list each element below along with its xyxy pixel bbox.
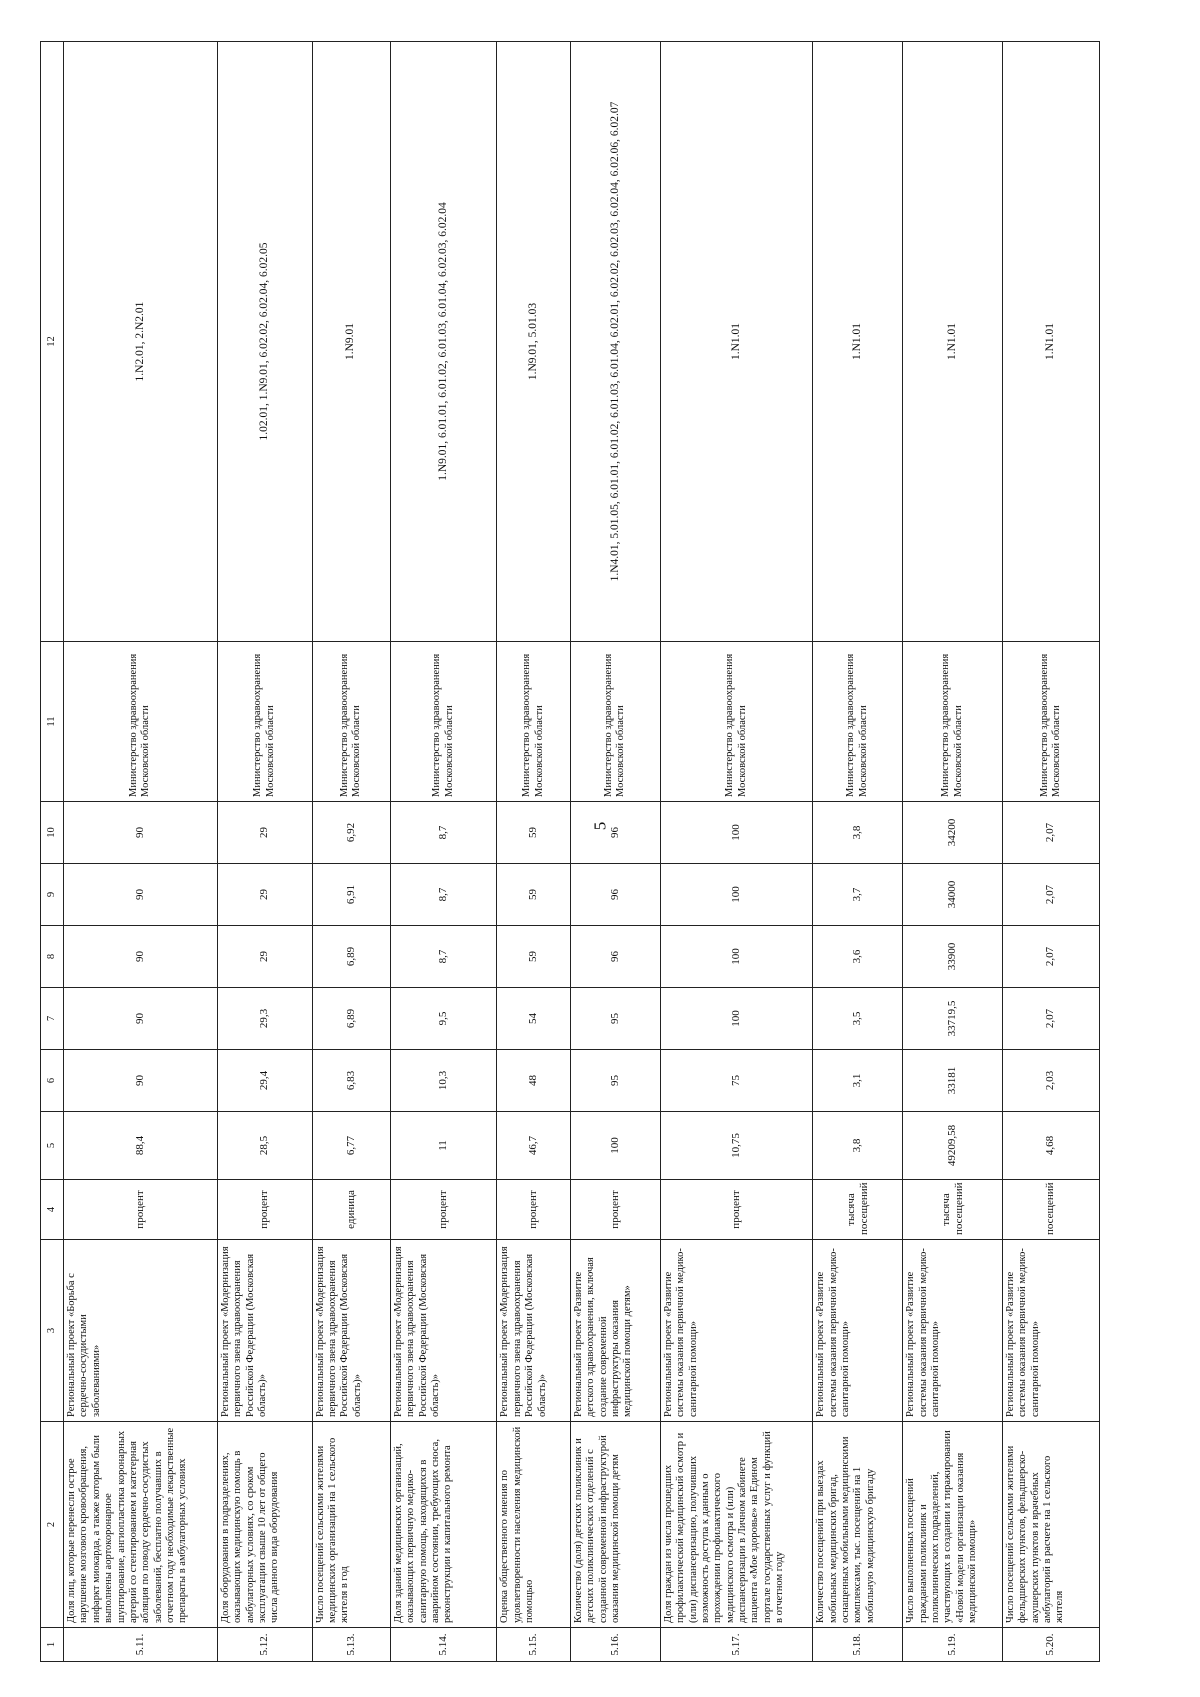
responsible-body: Министерство здравоохранения Московской области xyxy=(497,642,570,802)
table-row xyxy=(497,42,570,1662)
table-row xyxy=(64,42,218,1662)
indicator-name: Оценка общественного мнения по удовлетворенности населения медицинской помощью xyxy=(497,1422,570,1628)
activity-codes: 1.N1.01 xyxy=(813,42,903,642)
header-cell: 2 xyxy=(41,1422,64,1628)
row-number: 5.11. xyxy=(64,1628,218,1662)
row-number: 5.18. xyxy=(813,1628,903,1662)
value-cell: 59 xyxy=(497,864,570,926)
activity-codes: 1.N9.01, 6.01.01, 6.01.02, 6.01.03, 6.01.04, 6.02.03, 6.02.04 xyxy=(390,42,497,642)
unit-cell: процент xyxy=(217,1180,312,1240)
value-cell: 59 xyxy=(497,802,570,864)
value-cell: 100 xyxy=(570,1112,660,1180)
value-cell: 90 xyxy=(64,864,218,926)
value-cell: 10,3 xyxy=(390,1050,497,1112)
row-number: 5.16. xyxy=(570,1628,660,1662)
row-number: 5.17. xyxy=(660,1628,812,1662)
header-cell: 11 xyxy=(41,642,64,802)
value-cell: 3,8 xyxy=(813,802,903,864)
value-cell: 10,75 xyxy=(660,1112,812,1180)
indicator-name: Число посещений сельскими жителями фельдшерских пунктов, фельдшерско-акушерских пунктов и врачебных амбулаторий в расчете на 1 сельского жителя xyxy=(1002,1422,1099,1628)
value-cell: 3,7 xyxy=(813,864,903,926)
value-cell: 3,6 xyxy=(813,926,903,988)
row-number: 5.12. xyxy=(217,1628,312,1662)
project-source: Региональный проект «Модернизация первичного звена здравоохранения Российской Федерации (Московская область)» xyxy=(497,1240,570,1422)
responsible-body: Министерство здравоохранения Московской области xyxy=(660,642,812,802)
header-row xyxy=(41,42,64,1662)
value-cell: 8,7 xyxy=(390,926,497,988)
value-cell: 2,07 xyxy=(1002,802,1099,864)
value-cell: 29,4 xyxy=(217,1050,312,1112)
project-source: Региональный проект «Модернизация первичного звена здравоохранения Российской Федерации (Московская область)» xyxy=(312,1240,390,1422)
value-cell: 46,7 xyxy=(497,1112,570,1180)
indicators-table xyxy=(40,41,1100,1662)
value-cell: 90 xyxy=(64,802,218,864)
value-cell: 96 xyxy=(570,802,660,864)
value-cell: 90 xyxy=(64,926,218,988)
value-cell: 96 xyxy=(570,864,660,926)
responsible-body: Министерство здравоохранения Московской области xyxy=(813,642,903,802)
value-cell: 29 xyxy=(217,802,312,864)
project-source: Региональный проект «Модернизация первичного звена здравоохранения Российской Федерации (Московская область)» xyxy=(390,1240,497,1422)
header-cell: 5 xyxy=(41,1112,64,1180)
value-cell: 59 xyxy=(497,926,570,988)
value-cell: 29 xyxy=(217,864,312,926)
row-number: 5.13. xyxy=(312,1628,390,1662)
project-source: Региональный проект «Развитие системы оказания первичной медико-санитарной помощи» xyxy=(903,1240,1002,1422)
table-row xyxy=(570,42,660,1662)
project-source: Региональный проект «Развитие системы оказания первичной медико-санитарной помощи» xyxy=(660,1240,812,1422)
indicator-name: Число выполненных посещений гражданами поликлиник и поликлинических подразделений, участвующих в создании и тиражировании «Новой модели организации оказания медицинской помощи» xyxy=(903,1422,1002,1628)
value-cell: 48 xyxy=(497,1050,570,1112)
unit-cell: тысяча посещений xyxy=(813,1180,903,1240)
row-number: 5.14. xyxy=(390,1628,497,1662)
value-cell: 33900 xyxy=(903,926,1002,988)
unit-cell: процент xyxy=(64,1180,218,1240)
table-row xyxy=(660,42,812,1662)
table-row xyxy=(390,42,497,1662)
value-cell: 100 xyxy=(660,802,812,864)
value-cell: 29 xyxy=(217,926,312,988)
value-cell: 6,89 xyxy=(312,926,390,988)
value-cell: 88,4 xyxy=(64,1112,218,1180)
value-cell: 28,5 xyxy=(217,1112,312,1180)
responsible-body: Министерство здравоохранения Московской области xyxy=(312,642,390,802)
activity-codes: 1.N1.01 xyxy=(903,42,1002,642)
table-row xyxy=(217,42,312,1662)
indicator-name: Доля граждан из числа прошедших профилактический медицинский осмотр и (или) диспансеризацию, получивших возможность доступа к данным о прохождении профилактического медицинского осмотра и (или) диспансеризации в Личном кабинете пациента «Мое здоровье» на Едином портале государственных услуг и функций в отчетном году xyxy=(660,1422,812,1628)
value-cell: 75 xyxy=(660,1050,812,1112)
value-cell: 6,83 xyxy=(312,1050,390,1112)
value-cell: 49209,58 xyxy=(903,1112,1002,1180)
header-cell: 6 xyxy=(41,1050,64,1112)
value-cell: 6,92 xyxy=(312,802,390,864)
value-cell: 100 xyxy=(660,988,812,1050)
responsible-body: Министерство здравоохранения Московской области xyxy=(217,642,312,802)
row-number: 5.20. xyxy=(1002,1628,1099,1662)
header-cell: 4 xyxy=(41,1180,64,1240)
rotated-table-container xyxy=(40,42,1100,1662)
project-source: Региональный проект «Развитие системы оказания первичной медико-санитарной помощи» xyxy=(1002,1240,1099,1422)
header-cell: 10 xyxy=(41,802,64,864)
value-cell: 11 xyxy=(390,1112,497,1180)
unit-cell: процент xyxy=(660,1180,812,1240)
header-cell: 12 xyxy=(41,42,64,642)
value-cell: 6,77 xyxy=(312,1112,390,1180)
table-row xyxy=(813,42,903,1662)
value-cell: 96 xyxy=(570,926,660,988)
value-cell: 33181 xyxy=(903,1050,1002,1112)
value-cell: 2,07 xyxy=(1002,864,1099,926)
indicator-name: Количество (доля) детских поликлиник и детских поликлинических отделений с созданной современной инфраструктурой оказания медицинской помощи детям xyxy=(570,1422,660,1628)
activity-codes: 1.N9.01 xyxy=(312,42,390,642)
value-cell: 6,89 xyxy=(312,988,390,1050)
value-cell: 54 xyxy=(497,988,570,1050)
value-cell: 3,1 xyxy=(813,1050,903,1112)
header-cell: 9 xyxy=(41,864,64,926)
activity-codes: 1.02.01, 1.N9.01, 6.02.02, 6.02.04, 6.02.05 xyxy=(217,42,312,642)
unit-cell: процент xyxy=(390,1180,497,1240)
responsible-body: Министерство здравоохранения Московской области xyxy=(903,642,1002,802)
table-row xyxy=(903,42,1002,1662)
value-cell: 100 xyxy=(660,926,812,988)
activity-codes: 1.N9.01, 5.01.03 xyxy=(497,42,570,642)
responsible-body: Министерство здравоохранения Московской области xyxy=(64,642,218,802)
row-number: 5.15. xyxy=(497,1628,570,1662)
value-cell: 95 xyxy=(570,988,660,1050)
responsible-body: Министерство здравоохранения Московской области xyxy=(390,642,497,802)
value-cell: 90 xyxy=(64,988,218,1050)
project-source: Региональный проект «Развитие детского здравоохранения, включая создание современной инфраструктуры оказания медицинской помощи детям» xyxy=(570,1240,660,1422)
activity-codes: 1.N2.01, 2.N2.01 xyxy=(64,42,218,642)
unit-cell: процент xyxy=(570,1180,660,1240)
value-cell: 100 xyxy=(660,864,812,926)
row-number: 5.19. xyxy=(903,1628,1002,1662)
table-row xyxy=(312,42,390,1662)
value-cell: 95 xyxy=(570,1050,660,1112)
header-cell: 3 xyxy=(41,1240,64,1422)
unit-cell: посещений xyxy=(1002,1180,1099,1240)
value-cell: 34200 xyxy=(903,802,1002,864)
value-cell: 2,07 xyxy=(1002,988,1099,1050)
activity-codes: 1.N4.01, 5.01.05, 6.01.01, 6.01.02, 6.01.03, 6.01.04, 6.02.01, 6.02.02, 6.02.03, 6.02.04, 6.02.06, 6.02.07 xyxy=(570,42,660,642)
project-source: Региональный проект «Модернизация первичного звена здравоохранения Российской Федерации (Московская область)» xyxy=(217,1240,312,1422)
project-source: Региональный проект «Борьба с сердечно-сосудистыми заболеваниями» xyxy=(64,1240,218,1422)
value-cell: 4,68 xyxy=(1002,1112,1099,1180)
page-number: 5 xyxy=(590,821,610,831)
value-cell: 34000 xyxy=(903,864,1002,926)
header-cell: 1 xyxy=(41,1628,64,1662)
value-cell: 2,03 xyxy=(1002,1050,1099,1112)
value-cell: 90 xyxy=(64,1050,218,1112)
table-row xyxy=(1002,42,1099,1662)
indicator-name: Доля оборудования в подразделениях, оказывающих медицинскую помощь в амбулаторных условиях, со сроком эксплуатации свыше 10 лет от общего числа данного вида оборудования xyxy=(217,1422,312,1628)
value-cell: 29,3 xyxy=(217,988,312,1050)
value-cell: 33719,5 xyxy=(903,988,1002,1050)
indicator-name: Доля зданий медицинских организаций, оказывающих первичную медико-санитарную помощь, находящихся в аварийном состоянии, требующих сноса, реконструкции и капитального ремонта xyxy=(390,1422,497,1628)
project-source: Региональный проект «Развитие системы оказания первичной медико-санитарной помощи» xyxy=(813,1240,903,1422)
activity-codes: 1.N1.01 xyxy=(660,42,812,642)
value-cell: 3,8 xyxy=(813,1112,903,1180)
header-cell: 8 xyxy=(41,926,64,988)
value-cell: 8,7 xyxy=(390,864,497,926)
activity-codes: 1.N1.01 xyxy=(1002,42,1099,642)
value-cell: 3,5 xyxy=(813,988,903,1050)
indicator-name: Количество посещений при выездах мобильных медицинских бригад, оснащенных мобильными медицинскими комплексами, тыс. посещений на 1 мобильную медицинскую бригаду xyxy=(813,1422,903,1628)
value-cell: 6,91 xyxy=(312,864,390,926)
value-cell: 9,5 xyxy=(390,988,497,1050)
responsible-body: Министерство здравоохранения Московской области xyxy=(570,642,660,802)
unit-cell: процент xyxy=(497,1180,570,1240)
indicator-name: Доля лиц, которые перенесли острое нарушение мозгового кровообращения, инфаркт миокарда, а также которым были выполнены аортокоронарное шунтирование, ангиопластика коронарных артерий со стентированием и катетерная абляция по поводу сердечно-сосудистых заболеваний, бесплатно получавших в отчетном году необходимые лекарственные препараты в амбулаторных условиях xyxy=(64,1422,218,1628)
value-cell: 8,7 xyxy=(390,802,497,864)
unit-cell: единица xyxy=(312,1180,390,1240)
indicator-name: Число посещений сельскими жителями медицинских организаций на 1 сельского жителя в год xyxy=(312,1422,390,1628)
value-cell: 2,07 xyxy=(1002,926,1099,988)
unit-cell: тысяча посещений xyxy=(903,1180,1002,1240)
responsible-body: Министерство здравоохранения Московской области xyxy=(1002,642,1099,802)
header-cell: 7 xyxy=(41,988,64,1050)
